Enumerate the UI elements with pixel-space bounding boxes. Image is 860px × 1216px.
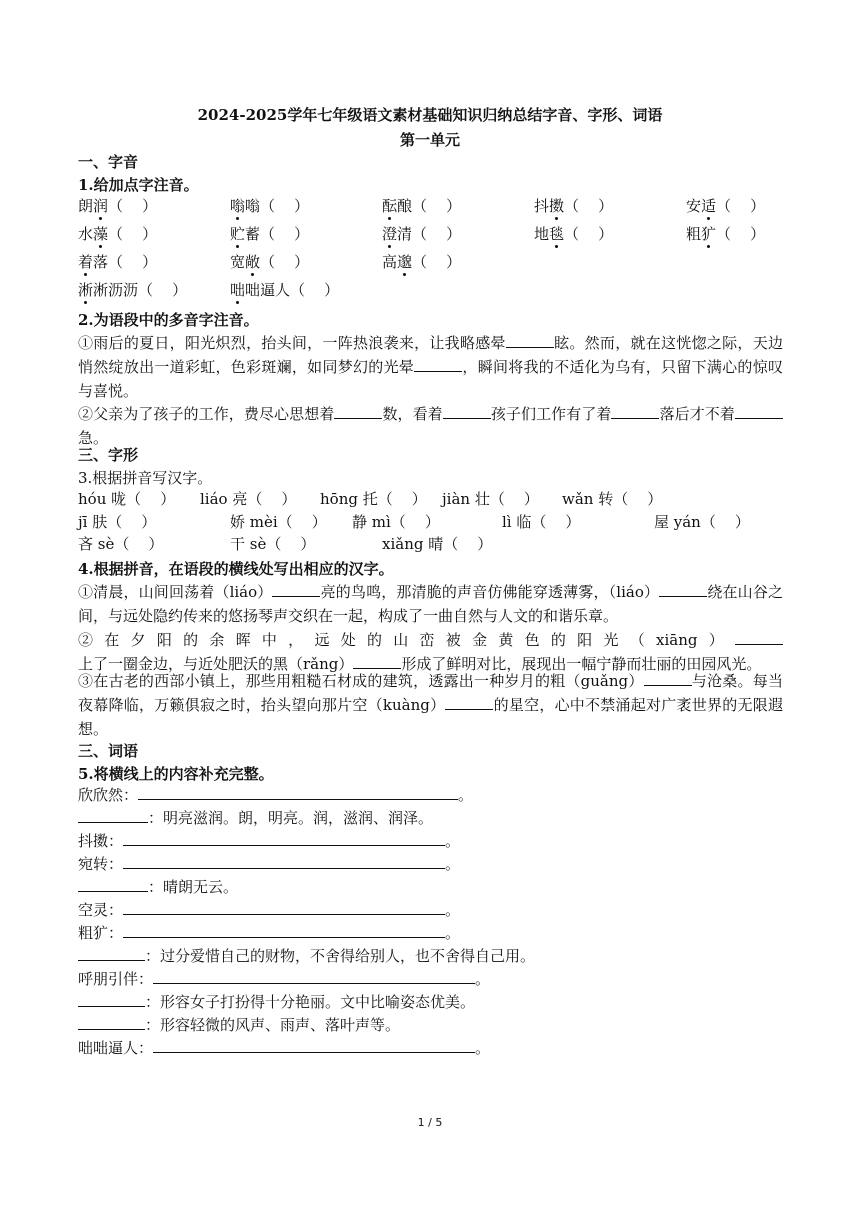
word-suffix-with-answer-blank[interactable]: （ ） [412,253,462,271]
word-suffix-with-answer-blank[interactable]: （ ） [108,225,158,243]
pinyin-item[interactable]: lì 临（ ） [502,513,581,531]
answer-blank[interactable] [443,402,491,419]
vocab-line-2 [78,806,783,830]
answer-blank[interactable] [659,580,707,597]
dotted-character: 淅 [78,278,93,302]
pronunciation-item [382,250,461,274]
period: 。 [475,1039,491,1057]
period: 。 [445,832,461,850]
word-suffix-with-answer-blank[interactable]: （ ） [564,225,614,243]
paragraph-2-text-e: 急。 [78,429,109,447]
paragraph-1-text-a: ①雨后的夏日，阳光炽烈，抬头间，一阵热浪袭来，让我略感晕 [78,334,506,352]
paragraph-3 [78,580,783,628]
vocab-term: 抖擞： [78,832,124,850]
pronunciation-item [230,250,309,274]
paragraph-1 [78,331,783,403]
paragraph-2-text-b: 数，看着 [382,405,443,423]
pronunciation-item [230,278,339,302]
pinyin-item[interactable]: hōng 托（ ） [320,490,427,508]
paragraph-4-text-c: 形成了鲜明对比，展现出一幅宁静而壮丽的田园风光。 [401,655,762,673]
answer-line[interactable] [78,806,148,823]
page-subtitle: 第一单元 [399,131,460,149]
dotted-character: 毯 [549,222,564,246]
word-suffix-with-answer-blank[interactable]: （ ） [260,253,310,271]
pronunciation-item [382,194,461,218]
answer-line[interactable] [123,829,445,846]
pronunciation-item [534,194,613,218]
vocab-line-8 [78,944,783,968]
question-2-title: 2.为语段中的多音字注音。 [78,311,259,329]
word-suffix-with-answer-blank[interactable]: 淅沥沥（ ） [93,281,188,299]
word-prefix: 水 [78,225,94,243]
answer-line[interactable] [138,783,458,800]
vocab-term: 咄咄逼人： [78,1039,154,1057]
vocab-definition: ：过分爱惜自己的财物，不舍得给别人，也不舍得自己用。 [145,947,536,965]
word-prefix: 宽 [230,253,246,271]
word-suffix-with-answer-blank[interactable]: 落（ ） [93,253,158,271]
paragraph-3-text-c: 绕在山谷之间，与远处隐约传来的悠扬琴声交织在一起，构成了一曲自然与人文的和谐乐章。 [78,583,783,625]
vocab-line-10 [78,990,783,1014]
page-title: 2024-2025学年七年级语文素材基础知识归纳总结字音、字形、词语 [197,106,663,124]
vocab-term: 空灵： [78,901,124,919]
answer-line[interactable] [123,921,445,938]
word-prefix: 地 [534,225,550,243]
vocab-definition: ：形容女子打扮得十分艳丽。文中比喻姿态优美。 [145,993,476,1011]
vocab-line-11 [78,1013,783,1037]
vocab-line-4 [78,852,783,876]
pronunciation-item [78,194,157,218]
answer-blank[interactable] [735,628,783,645]
paragraph-4-text-b: 上了一圈金边，与近处肥沃的黑（rǎng） [78,655,354,673]
question-4-title: 4.根据拼音，在语段的横线处写出相应的汉字。 [78,560,394,578]
pinyin-item[interactable]: wǎn 转（ ） [562,490,663,508]
pinyin-item[interactable]: 娇 mèi（ ） [230,513,327,531]
pronunciation-item [534,222,613,246]
answer-line[interactable] [153,967,475,984]
word-suffix-with-answer-blank[interactable]: （ ） [716,197,766,215]
vocab-term: 欣欣然： [78,786,139,804]
word-suffix-with-answer-blank[interactable]: 咄逼人（ ） [245,281,340,299]
dotted-character: 擞 [549,194,564,218]
question-3-title: 3.根据拼音写汉字。 [78,469,213,487]
dotted-character: 邈 [397,250,412,274]
answer-blank[interactable] [644,669,692,686]
pronunciation-item [78,222,157,246]
period: 。 [458,786,474,804]
dotted-character: 酝 [382,194,397,218]
vocab-line-7 [78,921,783,945]
paragraph-1-text-b: 眩。然而，就在这恍惚之际，天边悄然绽放出一道彩虹，色彩斑斓，如同梦幻的光晕 [78,334,783,376]
pronunciation-item [230,194,309,218]
pinyin-item[interactable]: jī 肤（ ） [78,513,157,531]
pinyin-item[interactable]: 屋 yán（ ） [654,513,750,531]
dotted-character: 着 [78,250,93,274]
word-prefix: 抖 [534,197,550,215]
answer-blank[interactable] [334,402,382,419]
question-5-title: 5.将横线上的内容补充完整。 [78,765,274,783]
period: 。 [445,924,461,942]
dotted-character: 润 [93,194,108,218]
vocab-line-3 [78,829,783,853]
vocab-term: 宛转： [78,855,124,873]
pinyin-item[interactable]: liáo 亮（ ） [200,490,297,508]
paragraph-5-text-b: 与沧桑。每当夜幕降临，万籁俱寂之时，抬头望向那片空（kuàng） [78,672,783,714]
dotted-character: 适 [701,194,716,218]
pinyin-item[interactable]: 静 mì（ ） [352,513,440,531]
paragraph-3-text-b: 亮的鸟鸣，那清脆的声音仿佛能穿透薄雾，（liáo） [320,583,660,601]
period: 。 [475,970,491,988]
word-suffix-with-answer-blank[interactable]: （ ） [108,197,158,215]
section-heading-pronunciation: 一、字音 [78,153,139,171]
paragraph-2-text-c: 孩子们工作有了着 [490,405,612,423]
dotted-character: 咄 [230,278,245,302]
dotted-character: 澄 [382,222,397,246]
question-1-title: 1.给加点字注音。 [78,176,199,194]
vocab-term: 呼朋引伴： [78,970,154,988]
vocab-line-5 [78,875,783,899]
pinyin-item[interactable]: hóu 咙（ ） [78,490,176,508]
vocab-line-1 [78,783,783,807]
answer-line[interactable] [78,875,148,892]
dotted-character: 敞 [245,250,260,274]
answer-line[interactable] [78,990,145,1007]
pinyin-item[interactable]: 吝 sè（ ） [78,535,164,553]
dotted-character: 犷 [701,222,716,246]
answer-line[interactable] [78,944,145,961]
answer-blank[interactable] [445,693,493,710]
word-suffix-with-answer-blank[interactable]: 蓄（ ） [245,225,310,243]
vocab-definition: ：形容轻微的风声、雨声、落叶声等。 [145,1016,401,1034]
answer-blank[interactable] [272,580,320,597]
answer-line[interactable] [123,898,445,915]
pronunciation-item [78,278,187,302]
word-prefix: 朗 [78,197,94,215]
section-heading-vocabulary: 三、词语 [78,742,139,760]
pinyin-item[interactable]: 干 sè（ ） [230,535,316,553]
word-suffix-with-answer-blank[interactable]: 嗡（ ） [245,197,310,215]
word-prefix: 安 [686,197,702,215]
pronunciation-item [382,222,461,246]
vocab-definition: ：明亮滋润。朗，明亮。润，滋润、润泽。 [148,809,434,827]
paragraph-1-text-c: ，瞬间将我的不适化为乌有，只留下满心的惊叹与喜悦。 [78,358,783,400]
dotted-character: 嗡 [230,194,245,218]
vocab-term: 粗犷： [78,924,124,942]
pinyin-item[interactable]: xiǎng 晴（ ） [382,535,493,553]
pronunciation-item [686,194,765,218]
pronunciation-item [78,250,157,274]
answer-blank[interactable] [735,402,783,419]
pinyin-item[interactable]: jiàn 壮（ ） [442,490,539,508]
answer-blank[interactable] [353,652,401,669]
vocab-line-12 [78,1036,783,1060]
paragraph-2-text-a: ②父亲为了孩子的工作，费尽心思想着 [78,405,335,423]
answer-line[interactable] [153,1036,475,1053]
vocab-definition: ：晴朗无云。 [148,878,239,896]
word-prefix: 高 [382,253,398,271]
answer-blank[interactable] [506,331,554,348]
period: 。 [445,901,461,919]
vocab-line-6 [78,898,783,922]
word-suffix-with-answer-blank[interactable]: （ ） [716,225,766,243]
dotted-character: 藻 [93,222,108,246]
page-number: 1 / 5 [417,1116,443,1129]
word-prefix: 粗 [686,225,702,243]
answer-blank[interactable] [414,355,462,372]
paragraph-5 [78,669,783,741]
pronunciation-item [686,222,765,246]
answer-line[interactable] [123,852,445,869]
pronunciation-item [230,222,309,246]
word-suffix-with-answer-blank[interactable]: 酿（ ） [397,197,462,215]
dotted-character: 贮 [230,222,245,246]
word-suffix-with-answer-blank[interactable]: 清（ ） [397,225,462,243]
word-suffix-with-answer-blank[interactable]: （ ） [564,197,614,215]
period: 。 [445,855,461,873]
paragraph-3-text-a: ①清晨，山间回荡着（liáo） [78,583,273,601]
paragraph-5-text-c: 的星空，心中不禁涌起对广袤世界的无限遐想。 [78,696,783,738]
paragraph-4-text-a: ②在夕阳的余晖中，远处的山峦被金黄色的阳光（xiāng） [78,631,735,649]
answer-blank[interactable] [611,402,659,419]
vocab-line-9 [78,967,783,991]
paragraph-2-text-d: 落后才不着 [659,405,735,423]
section-heading-characters: 三、字形 [78,446,139,464]
answer-line[interactable] [78,1013,145,1030]
paragraph-5-text-a: ③在古老的西部小镇上，那些用粗糙石材成的建筑，透露出一种岁月的粗（guǎng） [78,672,644,690]
